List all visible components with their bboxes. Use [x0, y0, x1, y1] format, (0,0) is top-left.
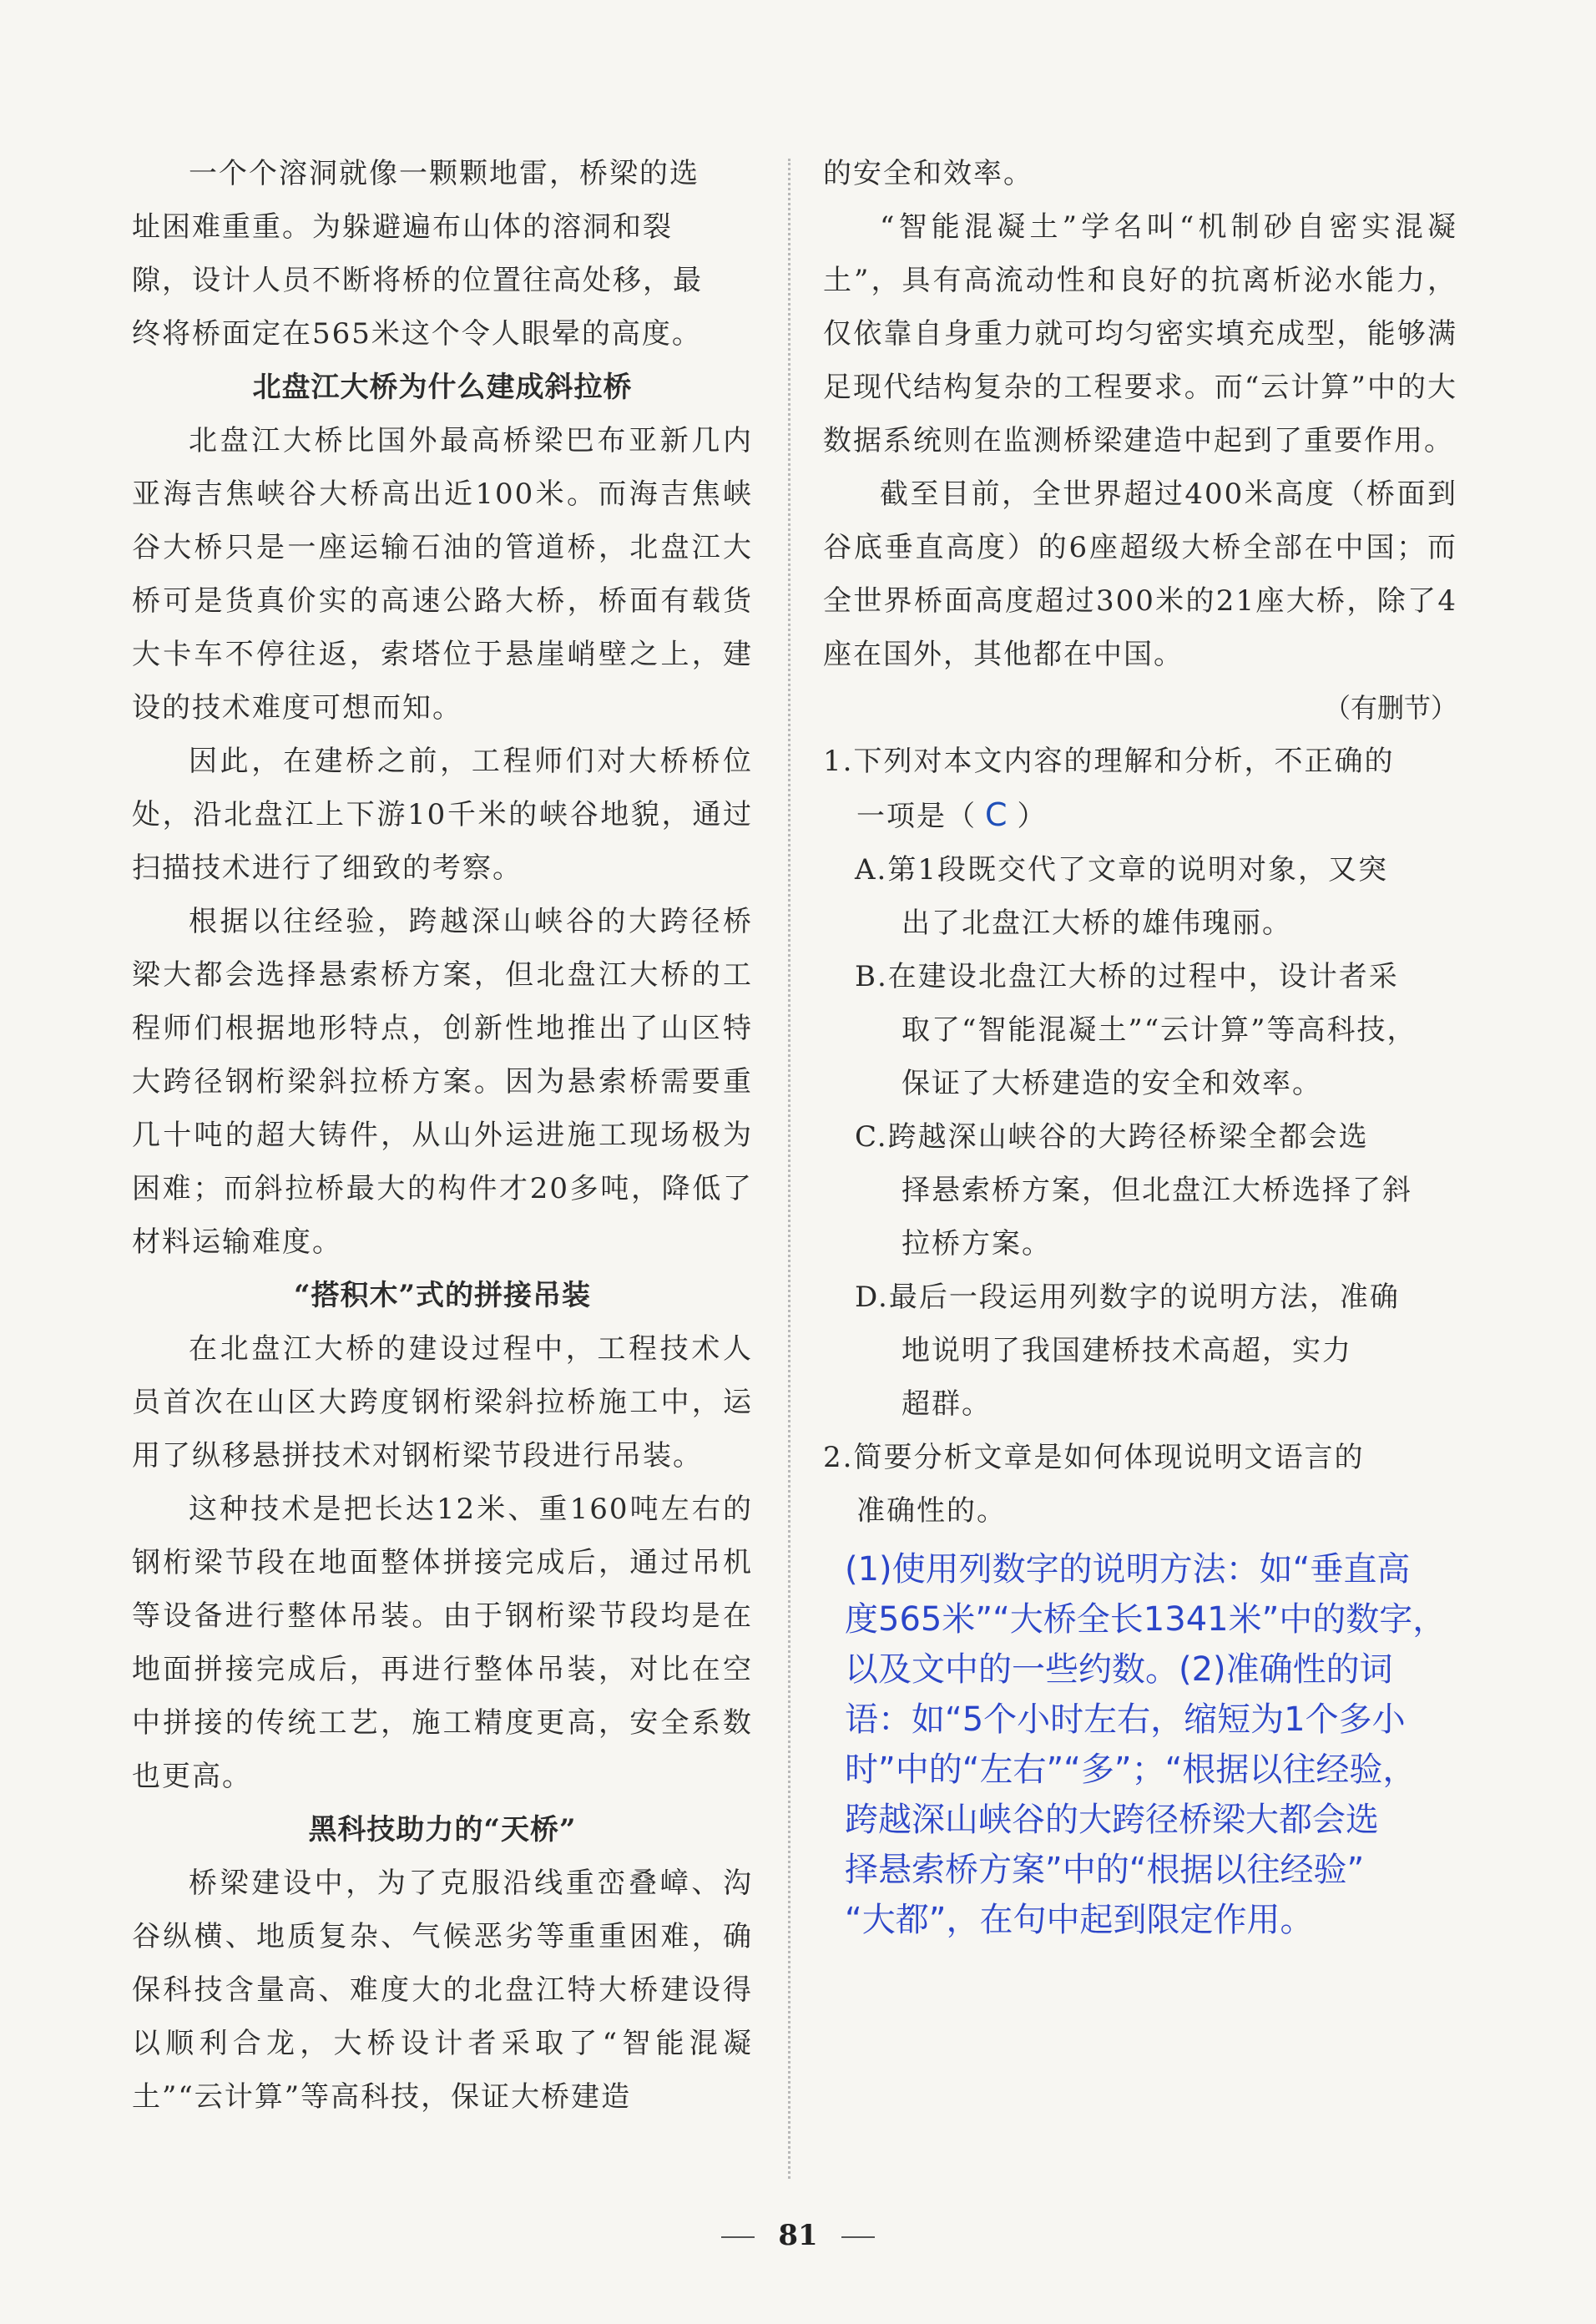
option-a: [823, 843, 1457, 950]
option-line: 地说明了我国建桥技术高超，实力: [902, 1334, 1352, 1367]
dash-left: [721, 2236, 755, 2238]
column-divider: [788, 159, 790, 2179]
answer-line: 择悬索桥方案”中的“根据以往经验”: [845, 1851, 1365, 1889]
left-column: [132, 147, 753, 2124]
abridged-note: （有删节）: [1323, 692, 1457, 724]
question-1-stem-cont: [823, 788, 1457, 843]
intro-line: 址困难重重。为躲避遍布山体的溶洞和裂: [132, 210, 673, 244]
right-column: [823, 147, 1457, 1945]
option-c: [823, 1110, 1457, 1271]
paragraph: 在北盘江大桥的建设过程中，工程技术人员首次在山区大跨度钢桁梁斜拉桥施工中，运用了纵移悬拼技术对钢桁梁节段进行吊装。: [132, 1332, 753, 1473]
section-heading: “搭积木”式的拼接吊装: [293, 1279, 592, 1312]
answer-line: 语：如“5个小时左右，缩短为1个多小: [845, 1700, 1406, 1739]
section-heading: 北盘江大桥为什么建成斜拉桥: [252, 371, 633, 404]
option-line: C.跨越深山峡谷的大跨径桥梁全都会选: [855, 1120, 1369, 1154]
answer-line: 以及文中的一些约数。(2)准确性的词: [845, 1650, 1393, 1689]
question-1-stem: 1.下列对本文内容的理解和分析，不正确的: [823, 745, 1395, 778]
option-line: 超群。: [902, 1387, 992, 1421]
option-line: 择悬索桥方案，但北盘江大桥选择了斜: [902, 1174, 1412, 1207]
handwritten-answer: C: [985, 796, 1009, 833]
option-line: 取了“智能混凝土”“云计算”等高科技，: [902, 1013, 1417, 1047]
option-b: [823, 950, 1457, 1110]
intro-line: 一个个溶洞就像一颗颗地雷，桥梁的选: [189, 157, 700, 190]
continued-line: 的安全和效率。: [823, 157, 1033, 190]
stem-suffix: ）: [1017, 800, 1048, 833]
option-line: 拉桥方案。: [902, 1227, 1052, 1261]
paragraph: 根据以往经验，跨越深山峡谷的大跨径桥梁大都会选择悬索桥方案，但北盘江大桥的工程师们根据地形特点，创新性地推出了山区特大跨径钢桁梁斜拉桥方案。因为悬索桥需要重几十吨的超大铸件，从山外运进施工现场极为困难；而斜拉桥最大的构件才20多吨，降低了材料运输难度。: [132, 905, 753, 1259]
paragraph: “智能混凝土”学名叫“机制砂自密实混凝土”，具有高流动性和良好的抗离析泌水能力，仅依靠自身重力就可均匀密实填充成型，能够满足现代结构复杂的工程要求。而“云计算”中的大数据系统则在监测桥梁建造中起到了重要作用。: [823, 210, 1457, 457]
option-line: A.第1段既交代了文章的说明对象，又突: [855, 853, 1388, 887]
handwritten-answer-block: [845, 1544, 1457, 1945]
section-heading: 黑科技助力的“天桥”: [308, 1813, 577, 1847]
option-d: [823, 1271, 1457, 1431]
intro-line: 隙，设计人员不断将桥的位置往高处移，最: [132, 264, 703, 297]
option-line: D.最后一段运用列数字的说明方法，准确: [855, 1281, 1400, 1314]
page-number-text: 81: [778, 2219, 818, 2252]
option-line: 保证了大桥建造的安全和效率。: [902, 1067, 1322, 1100]
paragraph: 这种技术是把长达12米、重160吨左右的钢桁梁节段在地面整体拼接完成后，通过吊机等设备进行整体吊装。由于钢桁梁节段均是在地面拼接完成后，再进行整体吊装，对比在空中拼接的传统工艺，施工精度更高，安全系数也更高。: [132, 1493, 753, 1793]
answer-line: 时”中的“左右”“多”；“根据以往经验，: [845, 1751, 1417, 1789]
question-2: [823, 1431, 1457, 1538]
intro-paragraph: [132, 147, 753, 361]
option-line: 出了北盘江大桥的雄伟瑰丽。: [902, 907, 1292, 940]
answer-line: “大都”，在句中起到限定作用。: [845, 1901, 1314, 1939]
answer-line: 度565米”“大桥全长1341米”中的数字，: [845, 1600, 1447, 1639]
paragraph: 桥梁建设中，为了克服沿线重峦叠嶂、沟谷纵横、地质复杂、气候恶劣等重重困难，确保科技含量高、难度大的北盘江特大桥建设得以顺利合龙，大桥设计者采取了“智能混凝土”“云计算”等高科技，保证大桥建造: [132, 1867, 753, 2114]
question-2-stem-cont: 准确性的。: [856, 1494, 1007, 1528]
stem-prefix: 一项是（: [856, 800, 977, 833]
dash-right: [841, 2236, 875, 2238]
paragraph: 因此，在建桥之前，工程师们对大桥桥位处，沿北盘江上下游10千米的峡谷地貌，通过扫描技术进行了细致的考察。: [132, 745, 753, 885]
paragraph: 截至目前，全世界超过400米高度（桥面到谷底垂直高度）的6座超级大桥全部在中国；而全世界桥面高度超过300米的21座大桥，除了4座在国外，其他都在中国。: [823, 477, 1457, 671]
page-number: [0, 2219, 1596, 2252]
answer-line: (1)使用列数字的说明方法：如“垂直高: [845, 1550, 1411, 1589]
intro-line: 终将桥面定在565米这个令人眼晕的高度。: [132, 317, 702, 351]
paragraph: 北盘江大桥比国外最高桥梁巴布亚新几内亚海吉焦峡谷大桥高出近100米。而海吉焦峡谷大桥只是一座运输石油的管道桥，北盘江大桥可是货真价实的高速公路大桥，桥面有载货大卡车不停往返，索塔位于悬崖峭壁之上，建设的技术难度可想而知。: [132, 424, 753, 725]
answer-line: 跨越深山峡谷的大跨径桥梁大都会选: [845, 1801, 1379, 1839]
question-1: [823, 735, 1457, 843]
option-line: B.在建设北盘江大桥的过程中，设计者采: [855, 960, 1399, 993]
question-2-stem: 2.简要分析文章是如何体现说明文语言的: [823, 1441, 1365, 1474]
